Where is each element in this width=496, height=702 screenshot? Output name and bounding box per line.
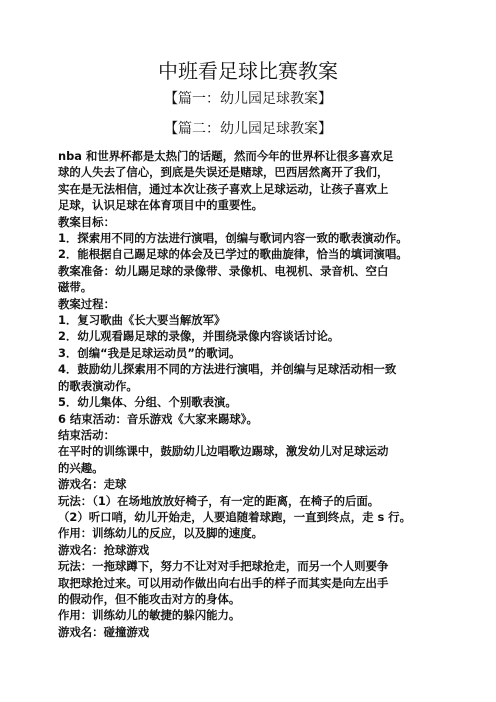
text-line: 取把球抢过来。可以用动作做出向右出手的样子而其实是向左出手 bbox=[58, 575, 389, 590]
text-line: 结束活动： bbox=[58, 427, 115, 442]
text-line: 游戏名：抢球游戏 bbox=[58, 542, 150, 557]
text-line: 作用：训练幼儿的反应，以及脚的速度。 bbox=[58, 526, 264, 541]
text-line: 足球，认识足球在体育项目中的重要性。 bbox=[58, 198, 264, 213]
text-line: 磁带。 bbox=[58, 280, 93, 295]
text-line: 球的人失去了信心，到底是失误还是赌球，巴西居然离开了我们， bbox=[58, 165, 389, 180]
text-line: 玩法：一拖球蹲下，努力不让对对手把球抢走，而另一个人则要争 bbox=[58, 559, 389, 574]
document-title: 中班看足球比赛教案 bbox=[158, 59, 338, 83]
text-line: 的假动作，但不能攻击对方的身体。 bbox=[58, 591, 241, 606]
text-line: 教案过程： bbox=[58, 296, 115, 311]
text-line: 教案准备：幼儿踢足球的录像带、录像机、电视机、录音机、空白 bbox=[58, 263, 389, 278]
text-line: 1．复习歌曲《长大要当解放军》 bbox=[58, 313, 226, 328]
text-line: 3．创编“我是足球运动员”的歌词。 bbox=[58, 345, 241, 360]
text-line: 实在是无法相信，通过本次让孩子喜欢上足球运动，让孩子喜欢上 bbox=[58, 181, 389, 196]
text-line: 教案目标： bbox=[58, 214, 115, 229]
text-line: nba 和世界杯都是太热门的话题，然而今年的世界杯让很多喜欢足 bbox=[58, 149, 394, 163]
text-line: 6 结束活动：音乐游戏《大家来踢球》。 bbox=[58, 411, 258, 426]
text-line: 玩法：（1）在场地放放好椅子，有一定的距离，在椅子的后面。 bbox=[58, 493, 380, 508]
text-line: 1．探索用不同的方法进行演唱，创编与歌词内容一致的歌表演动作。 bbox=[58, 231, 408, 246]
text-line: 游戏名：碰撞游戏 bbox=[58, 624, 150, 639]
document-body bbox=[58, 148, 488, 640]
text-line: 2．幼儿观看踢足球的录像，并围绕录像内容谈话讨论。 bbox=[58, 329, 340, 344]
text-line: 游戏名：走球 bbox=[58, 477, 127, 492]
text-line: 4．鼓励幼儿探索用不同的方法进行演唱，并创编与足球活动相一致 bbox=[58, 362, 397, 377]
text-line: （2）听口哨，幼儿开始走，人要追随着球跑，一直到终点，走 s 行。 bbox=[58, 509, 411, 524]
text-line: 2．能根据自己踢足球的体会及已学过的歌曲旋律，恰当的填词演唱。 bbox=[58, 247, 408, 262]
section-heading-1: 【篇一：幼儿园足球教案】 bbox=[164, 91, 332, 107]
text-line: 的兴趣。 bbox=[58, 460, 104, 475]
section-heading-2: 【篇二：幼儿园足球教案】 bbox=[164, 121, 332, 137]
text-line: 的歌表演动作。 bbox=[58, 378, 138, 393]
text-line: 5．幼儿集体、分组、个别歌表演。 bbox=[58, 395, 237, 410]
text-line: 在平时的训练课中，鼓励幼儿边唱歌边踢球，激发幼儿对足球运动 bbox=[58, 444, 389, 459]
text-line: 作用：训练幼儿的敏捷的躲闪能力。 bbox=[58, 608, 241, 623]
